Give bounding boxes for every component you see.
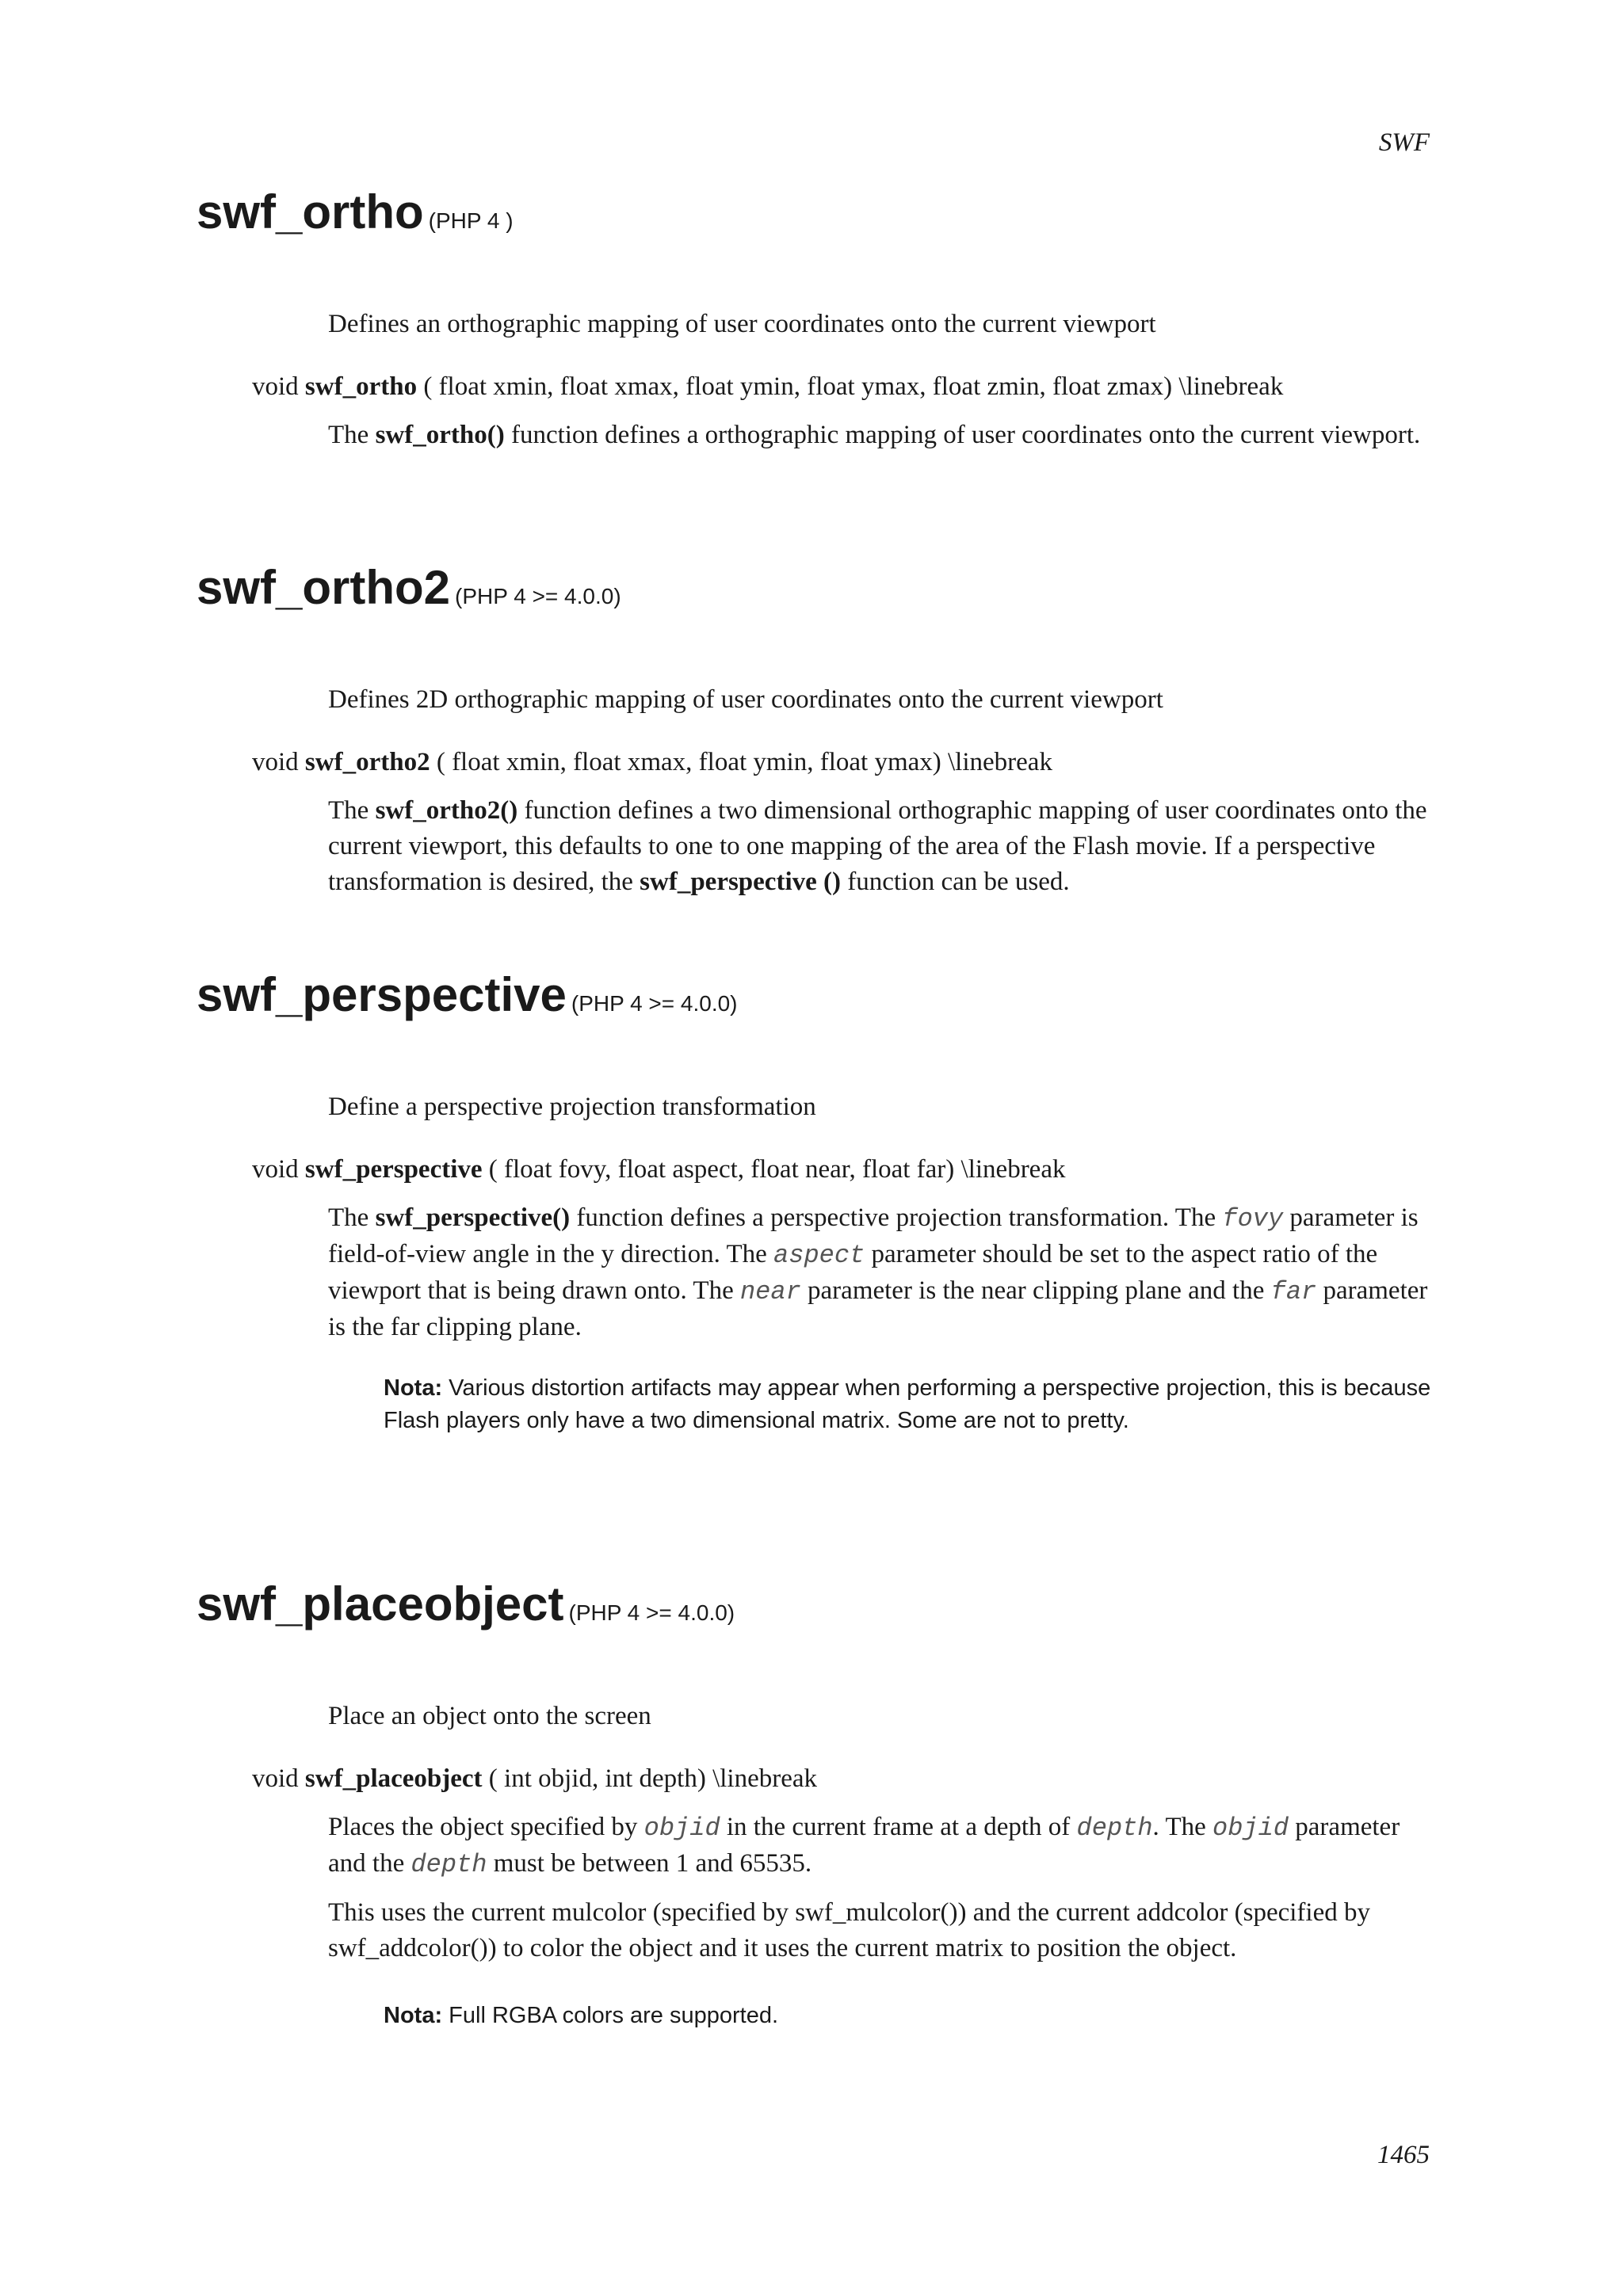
description: This uses the current mulcolor (specified by swf_mulcolor()) and the current addcolor (specified by swf_addcolor()) to color the object and it uses the current matrix to position the object. [328,1898,1370,1962]
function-name: swf_perspective [197,968,567,1021]
desc-function: swf_ortho2() [375,796,518,825]
php-version: (PHP 4 >= 4.0.0) [455,584,621,608]
parameter-objid: objid [643,1814,720,1843]
description [328,1200,1438,1345]
note [384,1372,1438,1437]
purpose: Defines an orthographic mapping of user coordinates onto the current viewport [328,310,1156,338]
desc-text: function defines a orthographic mapping of user coordinates onto the current viewport. [504,421,1421,449]
synopsis-function: swf_ortho [304,372,418,401]
desc-text: parameter is the far clipping plane. [328,1276,1428,1341]
note-label: Nota: [384,1375,443,1401]
synopsis-function: swf_ortho2 [304,748,430,776]
desc-text: The [328,1203,376,1232]
description [328,418,1438,453]
php-version: (PHP 4 >= 4.0.0) [571,991,738,1016]
desc-text: The [328,421,376,449]
function-name: swf_ortho [197,185,424,238]
php-version: (PHP 4 ) [428,208,514,233]
page-number: 1465 [1377,2141,1430,2169]
running-head: SWF [1378,128,1430,157]
parameter-aspect: aspect [773,1241,865,1270]
return-type: void [252,1764,299,1793]
synopsis-function: swf_placeobject [304,1764,483,1793]
note [384,2000,1438,2032]
desc-text: parameter and the [328,1813,1400,1878]
parameter-depth: depth [411,1850,487,1879]
desc-text: function can be used. [841,868,1070,896]
note-text: Various distortion artifacts may appear when performing a perspective projection, this is because Flash players only have a two dimensional matrix. Some are not to pretty. [384,1375,1431,1433]
desc-text: Places the object specified by [328,1813,644,1841]
entry-title [197,1577,1433,1630]
synopsis [252,744,1433,780]
synopsis-params: ( float xmin, float xmax, float ymin, float ymax) \linebreak [436,748,1052,776]
desc-text: function defines a two dimensional orthographic mapping of user coordinates onto the current viewport, this defaults to one to one mapping of the area of the Flash movie. If a perspective transformation is desired, the [328,796,1427,896]
note-label: Nota: [384,2003,443,2028]
entry-swf-ortho2 [197,561,1433,900]
purpose: Defines 2D orthographic mapping of user coordinates onto the current viewport [328,685,1163,714]
description [328,1810,1438,1882]
entry-title [197,185,1433,238]
php-version: (PHP 4 >= 4.0.0) [568,1600,735,1625]
synopsis-params: ( float xmin, float xmax, float ymin, float ymax, float zmin, float zmax) \linebreak [423,372,1284,401]
entry-title [197,561,1433,614]
entry-swf-ortho [197,185,1433,453]
desc-text: parameter should be set to the aspect ratio of the viewport that is being drawn onto. The [328,1240,1378,1305]
desc-text: parameter is the near clipping plane and the [800,1276,1271,1305]
desc-text: must be between 1 and 65535. [487,1849,812,1878]
desc-function: swf_ortho() [375,421,505,449]
desc-function: swf_perspective() [375,1203,571,1232]
synopsis-function: swf_perspective [304,1155,483,1184]
entry-title [197,968,1433,1021]
function-name: swf_ortho2 [197,561,451,614]
synopsis-params: ( int objid, int depth) \linebreak [488,1764,818,1793]
purpose: Define a perspective projection transformation [328,1093,816,1121]
return-type: void [252,1155,299,1184]
parameter-depth: depth [1076,1814,1153,1843]
note-text: Full RGBA colors are supported. [442,2003,779,2028]
desc-text: The [328,796,376,825]
desc-text: function defines a perspective projection transformation. The [570,1203,1223,1232]
desc-text: . The [1152,1813,1213,1841]
desc-function: swf_perspective () [640,868,841,896]
parameter-far: far [1270,1277,1317,1306]
synopsis [252,1151,1433,1188]
return-type: void [252,372,299,401]
desc-text: in the current frame at a depth of [720,1813,1077,1841]
return-type: void [252,748,299,776]
purpose: Place an object onto the screen [328,1702,651,1730]
parameter-fovy: fovy [1222,1204,1284,1234]
parameter-objid: objid [1212,1814,1289,1843]
synopsis-params: ( float fovy, float aspect, float near, float far) \linebreak [488,1155,1066,1184]
synopsis [252,368,1433,405]
entry-swf-placeobject [197,1577,1433,2032]
function-name: swf_placeobject [197,1577,564,1630]
description [328,793,1438,900]
entry-swf-perspective [197,968,1433,1437]
desc-text: parameter is field-of-view angle in the y direction. The [328,1203,1419,1268]
synopsis [252,1760,1433,1797]
parameter-near: near [739,1277,801,1306]
